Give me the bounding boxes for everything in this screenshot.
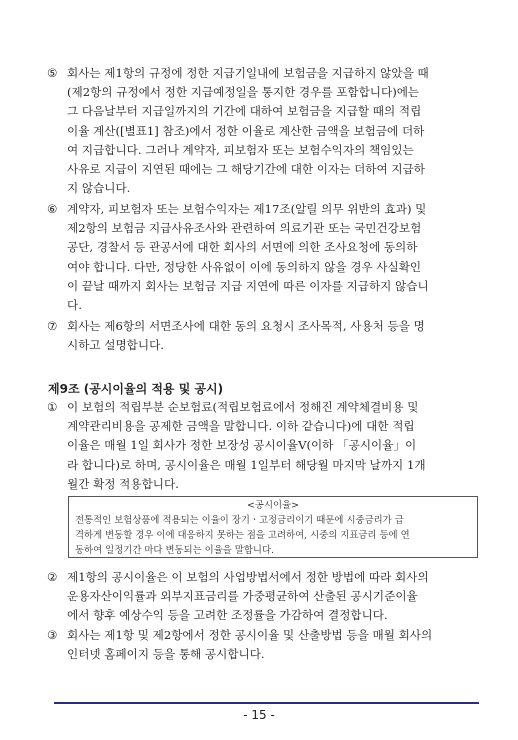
text-line: 라 합니다)로 하며, 공시이율은 매월 1일부터 해당월 마지막 날까지 1개 [67, 457, 426, 472]
paragraph-item-3 [48, 626, 478, 664]
text-line: 이율은 매월 1일 회사가 정한 보장성 공시이율Ⅴ(이하 「공시이율」이 [67, 438, 417, 453]
item-number: ② [47, 570, 58, 584]
text-line: 여야 합니다. 다만, 정당한 사유없이 이에 동의하지 않을 경우 사실확인 [67, 259, 422, 274]
box-line: 전통적인 보험상품에 적용되는 이율이 장기ㆍ고정금리이기 때문에 시중금리가 급 [75, 515, 404, 526]
paragraph-item-7 [48, 317, 478, 355]
text-line: 이율 계산([별표1] 참조)에서 정한 이율로 계산한 금액을 보험금에 더하 [67, 123, 425, 138]
item-number: ① [47, 400, 58, 414]
text-line: 시하고 설명합니다. [67, 338, 164, 353]
text-line: 월간 확정 적용합니다. [67, 476, 179, 491]
text-line: 제1항의 공시이율은 이 보험의 사업방법서에서 정한 방법에 따라 회사의 [67, 570, 429, 584]
item-number: ⑥ [47, 202, 58, 216]
text-line: 그 다음날부터 지급일까지의 기간에 대하여 보험금을 지급할 때의 적립 [67, 104, 422, 119]
text-line: (제2항의 규정에서 정한 지급예정일을 통지한 경우를 포함합니다)에는 [67, 85, 420, 100]
text-line: 회사는 제1항의 규정에 정한 지급기일내에 보험금을 지급하지 않았을 때 [67, 66, 429, 80]
text-line: 계약자, 피보험자 또는 보험수익자는 제17조(알릴 의무 위반의 효과) 및 [67, 202, 427, 216]
item-number: ③ [47, 628, 58, 642]
text-line: 계약관리비용을 공제한 금액을 말합니다. 이하 같습니다)에 대한 적립 [67, 419, 415, 434]
text-line: 여 지급합니다. 그러나 계약자, 피보험자 또는 보험수익자의 책임있는 [67, 142, 414, 157]
text-line: 지 않습니다. [67, 181, 131, 196]
page-number: - 15 - [243, 708, 275, 722]
paragraph-item-1 [48, 398, 478, 494]
paragraph-item-2 [48, 568, 478, 626]
text-line: 사유로 지급이 지연된 때에는 그 해당기간에 대한 이자는 더하여 지급하 [67, 162, 425, 177]
text-line: 공단, 경찰서 등 관공서에 대한 회사의 서면에 의한 조사요청에 동의하 [67, 240, 418, 255]
text-line: 운용자산이익률과 외부지표금리를 가중평균하여 산출된 공시기준이율 [67, 589, 418, 604]
text-line: 다. [67, 298, 82, 313]
box-line: 격하게 변동할 경우 이에 대응하지 못하는 점을 고려하여, 시중의 지표금리 등에 연 [75, 530, 410, 541]
text-line: 에서 향후 예상수익 등을 고려한 조정률을 가감하여 결정합니다. [67, 608, 388, 623]
text-line: 회사는 제6항의 서면조사에 대한 동의 요청시 조사목적, 사용처 등을 명 [67, 319, 425, 333]
box-line: 동하여 일정기간 마다 변동되는 이율을 말합니다. [75, 545, 275, 556]
paragraph-item-5 [48, 64, 478, 198]
text-line: 이 보험의 적립부분 순보험료(적립보험료에서 정해진 계약체결비용 및 [67, 400, 419, 414]
section-heading: 제9조 (공시이율의 적용 및 공시) [48, 382, 224, 396]
item-number: ⑤ [47, 66, 58, 80]
text-line: 제2항의 보험금 지급사유조사와 관련하여 의료기관 또는 국민건강보험 [67, 221, 422, 236]
footer-rule [54, 702, 479, 704]
definition-box [68, 496, 478, 558]
text-line: 이 끝날 때까지 회사는 보험금 지급 지연에 따른 이자를 지급하지 않습니 [67, 278, 429, 293]
box-title: <공시이율> [247, 500, 299, 511]
paragraph-item-6 [48, 200, 478, 315]
item-number: ⑦ [47, 319, 58, 333]
text-line: 인터넷 홈페이지 등을 통해 공시합니다. [67, 647, 265, 662]
text-line: 회사는 제1항 및 제2항에서 정한 공시이율 및 산출방법 등을 매월 회사의 [67, 628, 433, 642]
